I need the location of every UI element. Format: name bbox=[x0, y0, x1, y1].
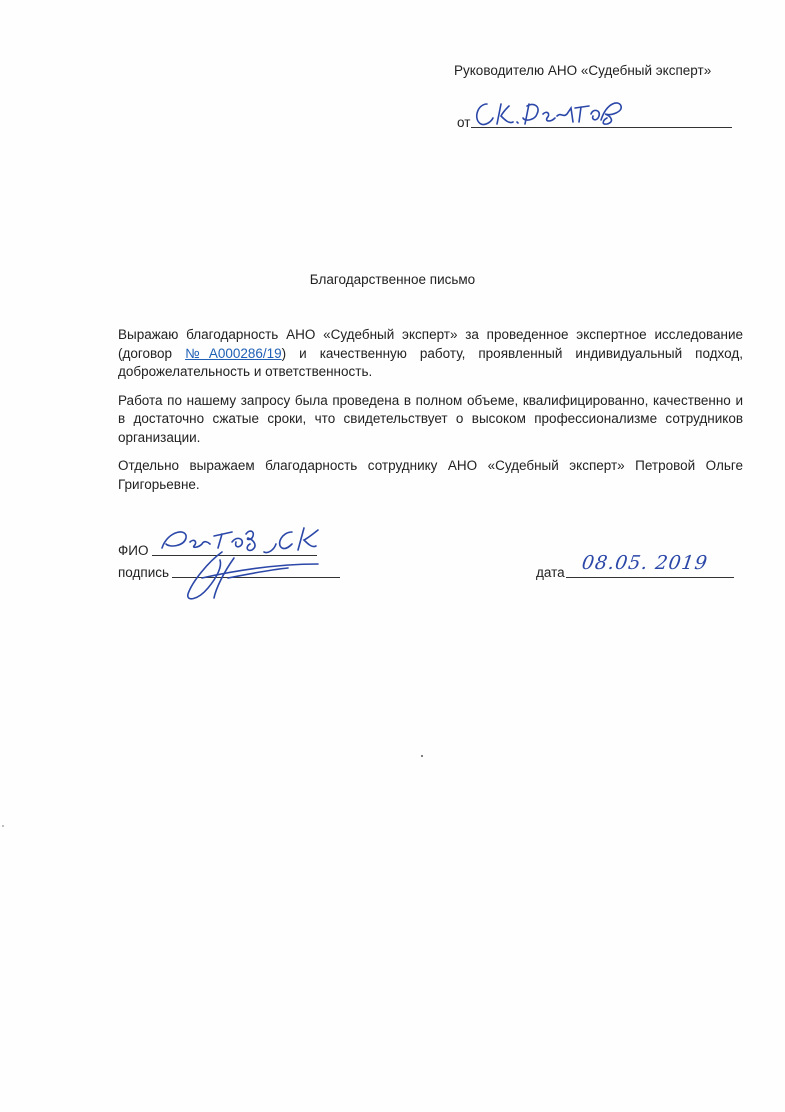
addressee: Руководителю АНО «Судебный эксперт» bbox=[454, 63, 712, 78]
from-signature-icon bbox=[471, 98, 631, 132]
signature-handwriting-icon bbox=[178, 548, 328, 604]
from-label: от bbox=[457, 115, 471, 130]
date-label: дата bbox=[536, 565, 565, 580]
contract-link[interactable]: №А000286/19 bbox=[185, 345, 282, 361]
scan-speck bbox=[2, 825, 4, 827]
signature-block bbox=[118, 538, 738, 608]
scan-speck bbox=[421, 755, 423, 757]
paragraph-2: Работа по нашему запросу была проведена в полном объеме, квалифицированно, качественно и в достаточно сжатые сроки, что свидетельствует о высоком профессионализме сотрудников организации. bbox=[118, 392, 743, 445]
date-handwritten: 08.05. 2019 bbox=[580, 552, 710, 574]
signature-label: подпись bbox=[118, 565, 170, 580]
paragraph-1: Выражаю благодарность АНО «Судебный эксперт» за проведенное экспертное исследование (договор №А000286/19) и качественную работу, проявленный индивидуальный подход, доброжелательность и ответственность. bbox=[118, 327, 743, 379]
paragraph-3: Отдельно выражаем благодарность сотруднику АНО «Судебный эксперт» Петровой Ольге Григорьевне. bbox=[118, 458, 743, 492]
from-line bbox=[457, 104, 732, 130]
date-field bbox=[536, 552, 734, 580]
fio-label: ФИО bbox=[118, 543, 149, 558]
letter-title: Благодарственное письмо bbox=[309, 272, 476, 287]
date-underline bbox=[566, 577, 734, 578]
letter-body bbox=[118, 326, 743, 494]
